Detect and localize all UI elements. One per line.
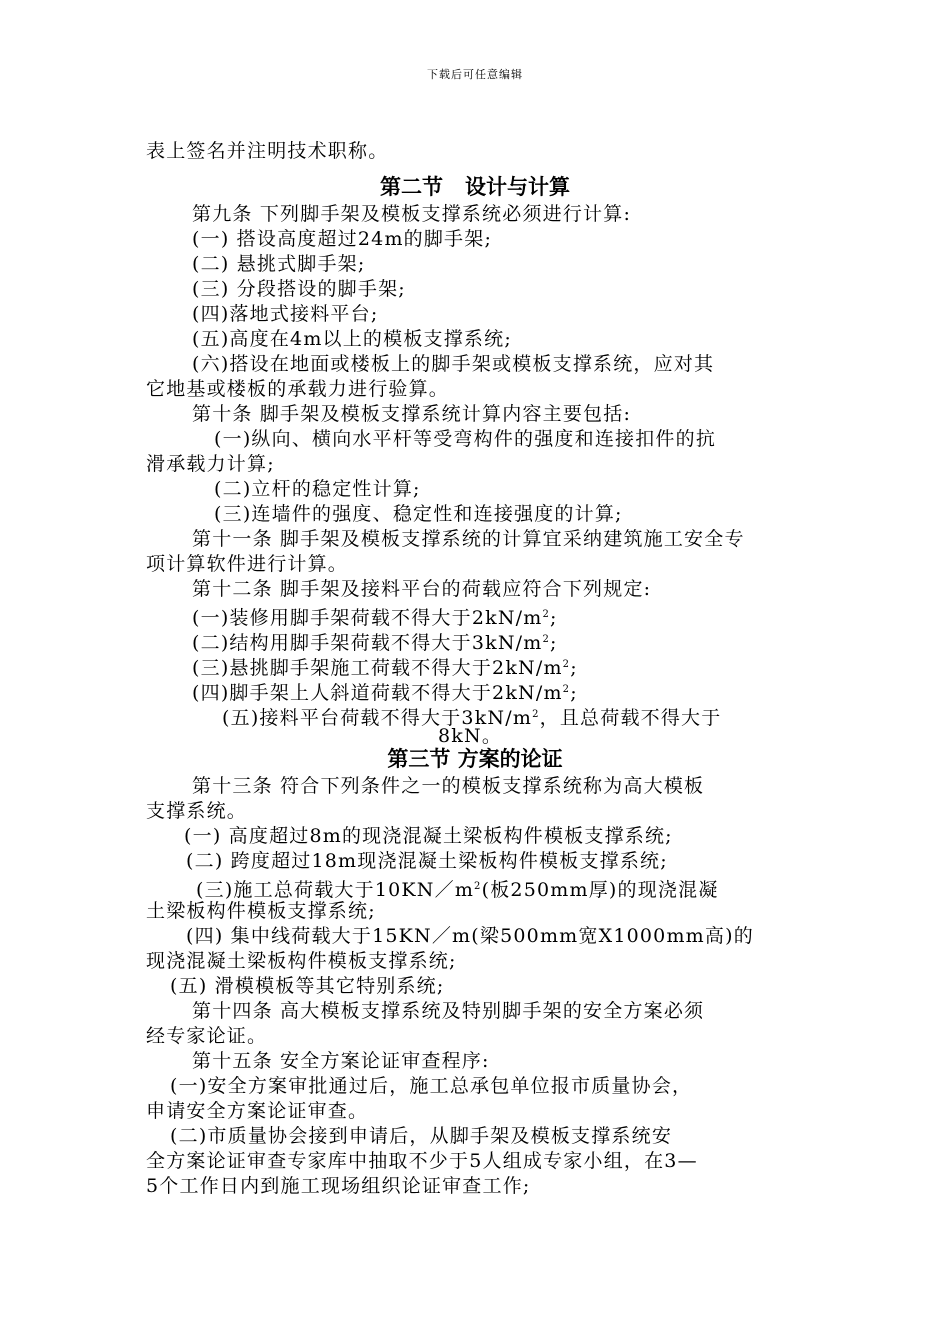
page-header: 下载后可任意编辑	[427, 68, 523, 81]
text-line: 申请安全方案论证审查。	[146, 1100, 369, 1122]
text-line: 第十五条 安全方案论证审查程序:	[192, 1050, 490, 1072]
text-line: (二)立杆的稳定性计算;	[214, 478, 421, 500]
text-line: (三)连墙件的强度、稳定性和连接强度的计算;	[214, 503, 623, 525]
section-heading: 第二节 设计与计算	[380, 175, 570, 199]
text-line: 土梁板构件模板支撑系统;	[146, 900, 376, 922]
text-line: (二)结构用脚手架荷载不得大于$3kN/m^2$;	[192, 632, 558, 654]
text-line: 支撑系统。	[146, 800, 248, 822]
text-line: (四)脚手架上人斜道荷载不得大于$2kN/m^2$;	[192, 682, 578, 704]
text-line: (一) 高度超过8m的现浇混凝土梁板构件模板支撑系统;	[184, 825, 673, 847]
text-line: (二)市质量协会接到申请后，从脚手架及模板支撑系统安	[170, 1125, 673, 1147]
text-line: 8kN。	[438, 725, 503, 747]
text-line: 全方案论证审查专家库中抽取不少于5人组成专家小组，在3—	[146, 1150, 698, 1172]
text-line: (一)装修用脚手架荷载不得大于$2kN/m^2$;	[192, 607, 558, 629]
text-line: (三)悬挑脚手架施工荷载不得大于$2kN/m^2$;	[192, 657, 578, 679]
text-line: (一) 搭设高度超过24m的脚手架;	[192, 228, 493, 250]
text-line: 第十二条 脚手架及接料平台的荷载应符合下列规定:	[192, 578, 652, 600]
text-line: (五)高度在4m以上的模板支撑系统;	[192, 328, 512, 350]
text-line: (五) 滑模模板等其它特别系统;	[170, 975, 445, 997]
text-line: 第九条 下列脚手架及模板支撑系统必须进行计算:	[192, 203, 632, 225]
text-line: 第十条 脚手架及模板支撑系统计算内容主要包括:	[192, 403, 632, 425]
text-line: 经专家论证。	[146, 1025, 268, 1047]
text-line: (四) 集中线荷载大于15KN／m(梁500mm宽X1000mm高)的	[186, 925, 754, 947]
text-line: (四)落地式接料平台;	[192, 303, 379, 325]
text-line: (一)纵向、横向水平杆等受弯构件的强度和连接扣件的抗	[214, 428, 717, 450]
text-line: 5个工作日内到施工现场组织论证审查工作;	[146, 1175, 531, 1197]
text-line: 第十四条 高大模板支撑系统及特别脚手架的安全方案必须	[192, 1000, 705, 1022]
text-line: 现浇混凝土梁板构件模板支撑系统;	[146, 950, 457, 972]
section-heading: 第三节 方案的论证	[387, 747, 563, 771]
text-line: (一)安全方案审批通过后，施工总承包单位报市质量协会，	[170, 1075, 693, 1097]
text-line: (五)接料平台荷载不得大于$3kN/m^2$，且总荷载不得大于	[222, 707, 722, 729]
text-line: (二) 跨度超过18m现浇混凝土梁板构件模板支撑系统;	[186, 850, 668, 872]
text-line: 第十三条 符合下列条件之一的模板支撑系统称为高大模板	[192, 775, 705, 797]
text-line: (二) 悬挑式脚手架;	[192, 253, 366, 275]
text-line: (三)施工总荷载大于$10KN/m^2$(板250mm厚)的现浇混凝	[196, 879, 719, 901]
text-line: (六)搭设在地面或楼板上的脚手架或模板支撑系统，应对其	[192, 353, 715, 375]
text-line: (三) 分段搭设的脚手架;	[192, 278, 406, 300]
text-line: 项计算软件进行计算。	[146, 553, 349, 575]
text-line: 它地基或楼板的承载力进行验算。	[146, 378, 450, 400]
text-line: 表上签名并注明技术职称。	[146, 140, 389, 162]
text-line: 第十一条 脚手架及模板支撑系统的计算宜采纳建筑施工安全专	[192, 528, 745, 550]
text-line: 滑承载力计算;	[146, 453, 275, 475]
